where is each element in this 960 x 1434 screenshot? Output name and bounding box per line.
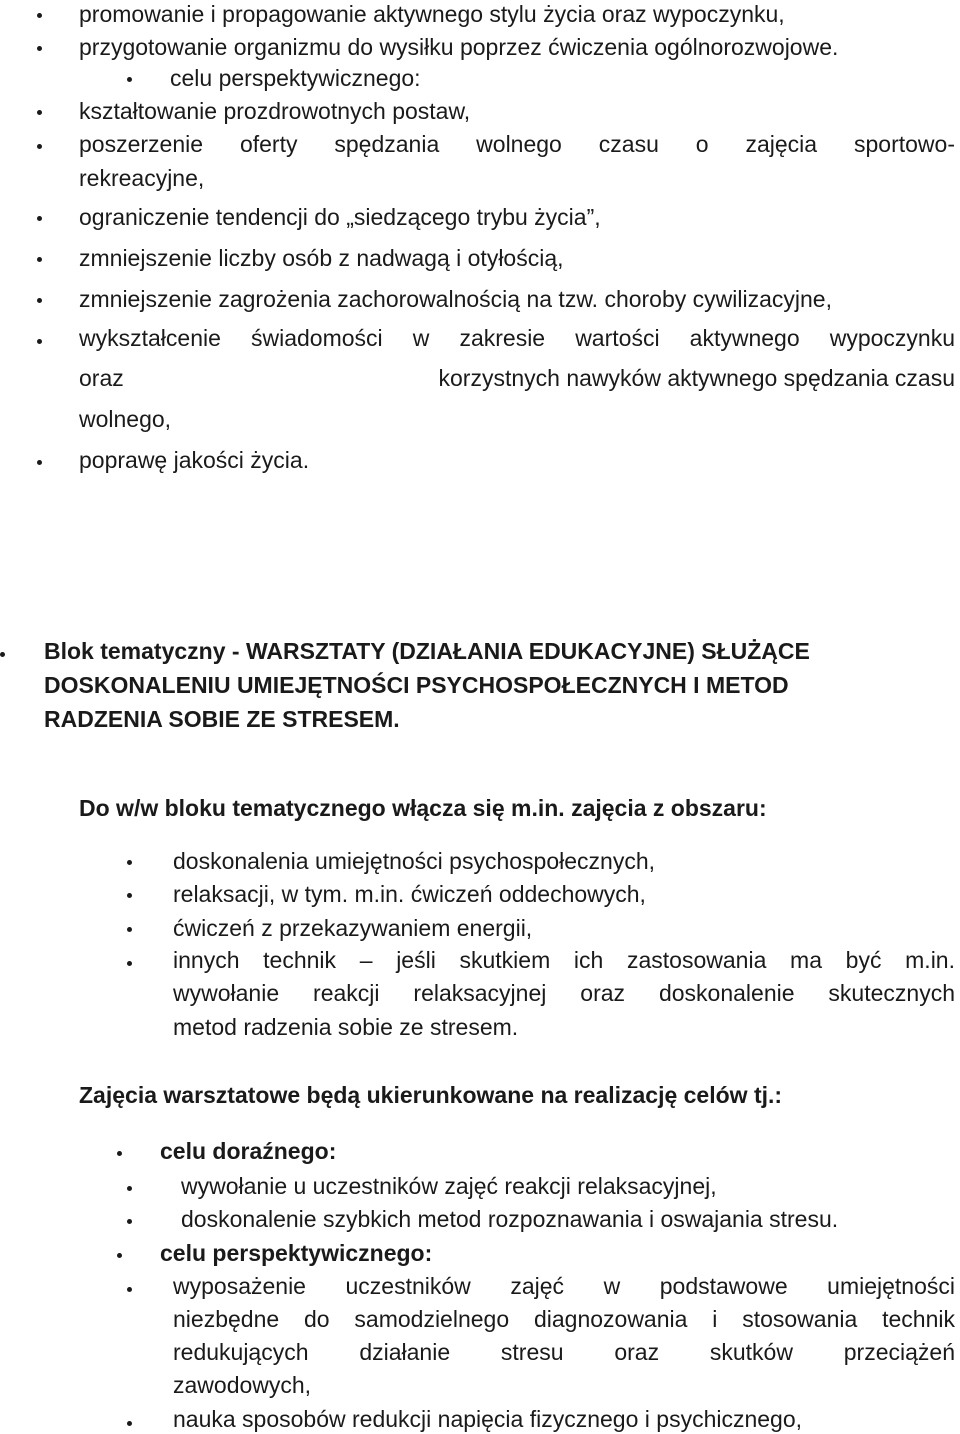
- list-item-split-line: [79, 364, 955, 392]
- subheading-long-term: celu perspektywicznego:: [160, 1240, 433, 1266]
- block-title-line: RADZENIA SOBIE ZE STRESEM.: [44, 706, 400, 732]
- list-item: poszerzenie oferty spędzania wolnego czasu o zajęcia sportowo-: [79, 131, 955, 157]
- list-item-continuation: rekreacyjne,: [79, 165, 205, 191]
- list-item: ćwiczeń z przekazywaniem energii,: [173, 915, 533, 941]
- list-item: doskonalenia umiejętności psychospołecznych,: [173, 848, 656, 874]
- bullet: [127, 1421, 132, 1426]
- bullet: [37, 110, 42, 115]
- split-left-text: oraz: [79, 365, 124, 391]
- bullet: [37, 298, 42, 303]
- bullet: [127, 860, 132, 865]
- list-item: zmniejszenie liczby osób z nadwagą i otyłością,: [79, 245, 564, 271]
- list-item: wyposażenie uczestników zajęć w podstawowe umiejętności: [173, 1273, 955, 1299]
- bullet: [127, 1186, 132, 1191]
- list-item: innych technik – jeśli skutkiem ich zastosowania ma być m.in.: [173, 947, 955, 973]
- list-item: wywołanie u uczestników zajęć reakcji relaksacyjnej,: [181, 1173, 717, 1199]
- list-item-continuation: redukujących działanie stresu oraz skutków przeciążeń: [173, 1339, 955, 1365]
- bullet: [0, 652, 5, 657]
- list-item-continuation: zawodowych,: [173, 1372, 312, 1398]
- bullet: [37, 257, 42, 262]
- split-right-text: korzystnych nawyków aktywnego spędzania czasu: [438, 365, 955, 391]
- section-heading: Zajęcia warsztatowe będą ukierunkowane na realizację celów tj.:: [79, 1082, 783, 1108]
- bullet: [127, 961, 132, 966]
- bullet: [37, 460, 42, 465]
- bullet: [127, 1219, 132, 1224]
- section-heading: Do w/w bloku tematycznego włącza się m.in. zajęcia z obszaru:: [79, 795, 767, 821]
- block-title-line: Blok tematyczny - WARSZTATY (DZIAŁANIA EDUKACYJNE) SŁUŻĄCE: [44, 638, 810, 664]
- bullet: [127, 893, 132, 898]
- bullet: [37, 144, 42, 149]
- list-item-continuation: wolnego,: [79, 406, 172, 432]
- list-item-continuation: metod radzenia sobie ze stresem.: [173, 1014, 519, 1040]
- bullet: [127, 77, 132, 82]
- bullet: [37, 216, 42, 221]
- list-item: zmniejszenie zagrożenia zachorowalnością na tzw. choroby cywilizacyjne,: [79, 286, 832, 312]
- subheading-long-term: celu perspektywicznego:: [170, 65, 421, 91]
- subheading-immediate: celu doraźnego:: [160, 1138, 337, 1164]
- list-item: ograniczenie tendencji do „siedzącego trybu życia”,: [79, 204, 601, 230]
- bullet: [127, 927, 132, 932]
- bullet: [37, 46, 42, 51]
- list-item: wykształcenie świadomości w zakresie wartości aktywnego wypoczynku: [79, 325, 955, 351]
- list-item: promowanie i propagowanie aktywnego stylu życia oraz wypoczynku,: [79, 1, 785, 27]
- list-item: relaksacji, w tym. m.in. ćwiczeń oddechowych,: [173, 881, 646, 907]
- bullet: [37, 339, 42, 344]
- bullet: [127, 1287, 132, 1292]
- list-item: kształtowanie prozdrowotnych postaw,: [79, 98, 471, 124]
- list-item: doskonalenie szybkich metod rozpoznawania i oswajania stresu.: [181, 1206, 839, 1232]
- list-item-continuation: niezbędne do samodzielnego diagnozowania i stosowania technik: [173, 1306, 955, 1332]
- block-title-line: DOSKONALENIU UMIEJĘTNOŚCI PSYCHOSPOŁECZNYCH I METOD: [44, 672, 789, 698]
- list-item: przygotowanie organizmu do wysiłku poprzez ćwiczenia ogólnorozwojowe.: [79, 34, 839, 60]
- list-item-continuation: wywołanie reakcji relaksacyjnej oraz doskonalenie skutecznych: [173, 980, 955, 1006]
- list-item: nauka sposobów redukcji napięcia fizycznego i psychicznego,: [173, 1406, 803, 1432]
- bullet: [117, 1253, 122, 1258]
- bullet: [117, 1151, 122, 1156]
- bullet: [37, 13, 42, 18]
- list-item: poprawę jakości życia.: [79, 447, 310, 473]
